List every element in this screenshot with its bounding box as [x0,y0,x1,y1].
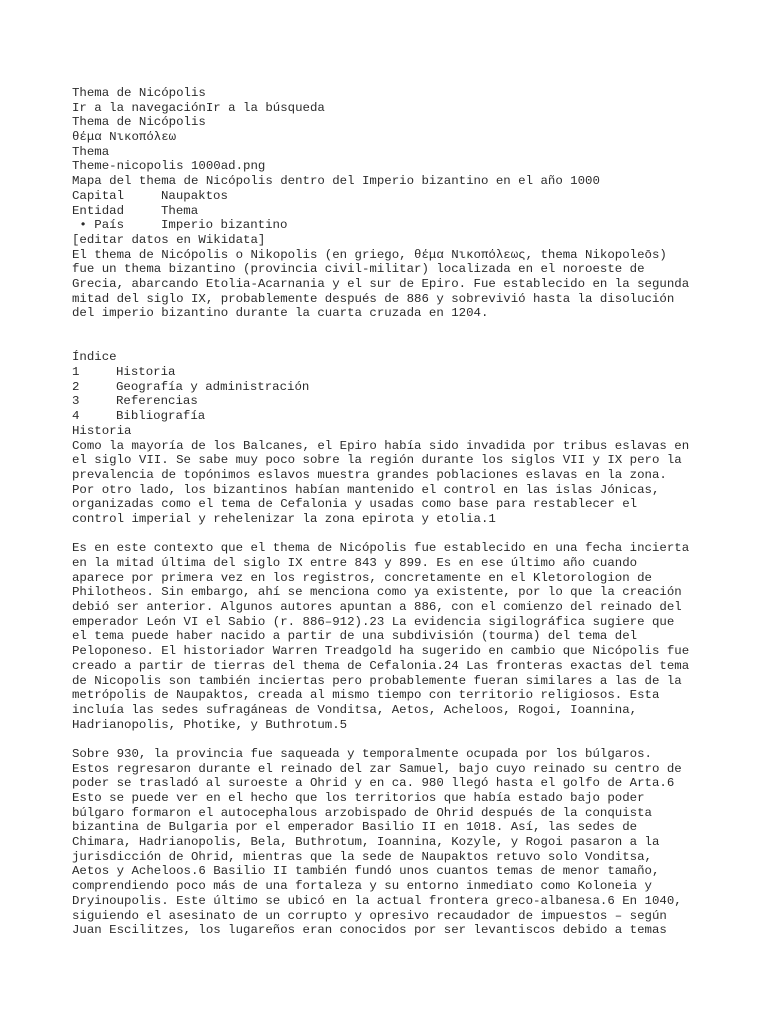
text-line: incluía las sedes sufragáneas de Vonditsa, Aetos, Acheloos, Rogoi, Ioannina, [72,702,638,717]
text-line: del imperio bizantino durante la cuarta cruzada en 1204. [72,306,489,321]
toc-label[interactable]: Referencias [116,394,198,409]
article-content [72,86,712,938]
infobox-greek-name: θέμα Νικοπόλεω [72,130,177,145]
text-line: Como la mayoría de los Balcanes, el Epiro había sido invadida por tribus eslavas en [72,438,690,453]
text-line: aparece por primera vez en los registros, concretamente en el Kletorologion de [72,570,652,585]
toc-item[interactable] [72,380,712,395]
text-line: Philotheos. Sin embargo, ahí se menciona como ya existente, por lo que la creación [72,585,682,600]
infobox-type: Thema [72,144,110,159]
skip-links[interactable]: Ir a la navegaciónIr a la búsqueda [72,100,325,115]
text-line: Estos regresaron durante el reinado del zar Samuel, bajo cuyo reinado su centro de [72,761,682,776]
history-section [72,424,712,938]
text-line: comprendiendo poco más de una fortaleza y su entorno inmediato como Koloneia y [72,879,652,894]
page-title: Thema de Nicópolis [72,86,206,100]
text-line: de Nicopolis son también inciertas pero probablemente fueran similares a las de la [72,673,682,688]
toc-label[interactable]: Geografía y administración [116,379,310,394]
text-line: siguiendo el asesinato de un corrupto y opresivo recaudador de impuestos – según [72,908,667,923]
infobox [72,115,712,247]
toc-number: 2 [72,379,80,394]
edit-wikidata-link[interactable]: [editar datos en Wikidata] [72,232,266,247]
infobox-image-file[interactable]: Theme-nicopolis 1000ad.png [72,159,266,174]
text-line: control imperial y rehelenizar la zona epirota y etolia.1 [72,511,496,526]
intro-paragraph [72,248,712,321]
text-line: mitad del siglo IX, probablemente después de 886 y sobrevivió hasta la disolución [72,291,675,306]
text-line: creado a partir de tierras del thema de Cefalonia.24 Las fronteras exactas del tema [72,658,690,673]
text-line: poder se trasladó al suroeste a Ohrid y en ca. 980 llegó hasta el golfo de Arta.6 [72,776,675,791]
text-line: Chimara, Hadrianopolis, Bela, Buthrotum, Ioannina, Kozyle, y Rogoi pasaron a la [72,835,660,850]
history-paragraph-1 [72,439,712,527]
text-line: metrópolis de Naupaktos, creada al mismo tiempo con territorio religiosos. Esta [72,688,660,703]
toc-number: 1 [72,365,80,380]
text-line: fue un thema bizantino (provincia civil-militar) localizada en el noroeste de [72,262,645,277]
text-line: bizantina de Bulgaria por el emperador Basilio II en 1018. Así, las sedes de [72,820,638,835]
text-line: prevalencia de topónimos eslavos muestra grandes poblaciones eslavas en la zona. [72,467,667,482]
text-line: emperador León VI el Sabio (r. 886–912).23 La evidencia sigilográfica sugiere que [72,614,675,629]
infobox-row-entidad [72,204,712,219]
toc-number: 4 [72,409,80,424]
infobox-value[interactable]: Imperio bizantino [161,218,288,233]
text-line: búlgaro formaron el autocephalous arzobispado de Ohrid después de la conquista [72,805,652,820]
text-line: El thema de Nicópolis o Nikopolis (en griego, θέμα Νικοπόλεως, thema Nikopoleōs) [72,247,667,262]
text-line: Peloponeso. El historiador Warren Treadgold ha sugerido en cambio que Nicópolis fue [72,644,690,659]
infobox-name: Thema de Nicópolis [72,115,206,130]
text-line: Esto se puede ver en el hecho que los territorios que había estado bajo poder [72,791,645,805]
text-line: jurisdicción de Ohrid, mientras que la sede de Naupaktos retuvo solo Vonditsa, [72,849,652,864]
table-of-contents [72,350,712,423]
toc-title: Índice [72,350,117,365]
infobox-row-capital [72,189,712,204]
text-line: el siglo VII. Se sabe muy poco sobre la región durante los siglos VII y IX pero la [72,453,682,468]
toc-label[interactable]: Historia [116,365,176,380]
history-paragraph-2 [72,541,712,732]
toc-item[interactable] [72,394,712,409]
toc-item[interactable] [72,365,712,380]
toc-item[interactable] [72,409,712,424]
infobox-key: Entidad [72,203,125,218]
text-line: Grecia, abarcando Etolia-Acarnania y el sur de Epiro. Fue establecido en la segunda [72,276,690,291]
infobox-value[interactable]: Naupaktos [161,188,228,203]
text-line: Hadrianopolis, Photike, y Buthrotum.5 [72,717,348,732]
text-line: Dryinoupolis. Este último se ubicó en la actual frontera greco-albanesa.6 En 1040, [72,893,682,908]
text-line: Aetos y Acheloos.6 Basilio II también fundó unos cuantos temas de menor tamaño, [72,864,660,879]
history-paragraph-3 [72,747,712,938]
infobox-image-caption: Mapa del thema de Nicópolis dentro del Imperio bizantino en el año 1000 [72,174,600,189]
text-line: el tema puede haber nacido a partir de una subdivisión (tourma) del tema del [72,629,638,644]
text-line: Es en este contexto que el thema de Nicópolis fue establecido en una fecha incierta [72,541,690,556]
text-line: debió ser anterior. Algunos autores apuntan a 886, con el comienzo del reinado del [72,600,682,615]
infobox-key: Capital [72,188,125,203]
toc-number: 3 [72,394,80,409]
infobox-value[interactable]: Thema [161,203,199,218]
infobox-row-pais [72,218,712,233]
text-line: Juan Escilitzes, los lugareños eran conocidos por ser levantiscos debido a temas [72,923,667,938]
section-heading-historia: Historia [72,423,132,438]
text-line: Por otro lado, los bizantinos habían mantenido el control en las islas Jónicas, [72,482,660,497]
infobox-key: • País [72,218,125,233]
toc-label[interactable]: Bibliografía [116,409,206,424]
text-line: en la mitad última del siglo IX entre 843 y 899. Es en ese último año cuando [72,556,638,570]
text-line: Sobre 930, la provincia fue saqueada y temporalmente ocupada por los búlgaros. [72,746,652,761]
text-line: organizadas como el tema de Cefalonia y usadas como base para restablecer el [72,497,638,512]
